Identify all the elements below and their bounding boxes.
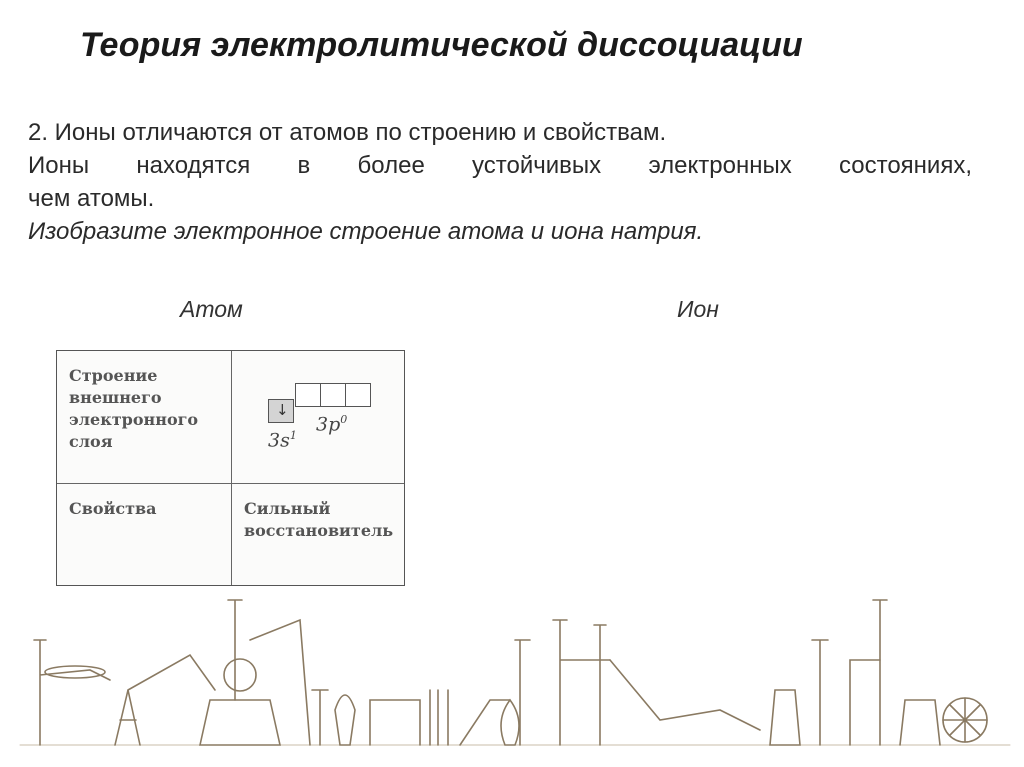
paragraph-line-3: чем атомы. — [28, 185, 155, 212]
structure-label-line-3: электронного — [69, 410, 199, 429]
orbital-label-3p: $3p^0$ — [316, 413, 348, 436]
properties-value — [244, 498, 393, 542]
properties-value-line-2: восстановитель — [244, 521, 394, 540]
properties-value-line-1: Сильный — [244, 499, 331, 518]
properties-label-cell — [57, 484, 232, 585]
paragraph-line-2: Ионы находятся в более устойчивых электронных состояниях, — [28, 152, 972, 179]
atom-table — [56, 350, 405, 586]
slide-title: Теория электролитической диссоциации — [80, 26, 803, 64]
atom-label: Атом — [180, 296, 243, 322]
orbital-box-3p-1 — [295, 383, 321, 407]
properties-value-cell — [232, 484, 404, 585]
orbital-diagram — [268, 383, 408, 463]
structure-label-line-2: внешнего — [69, 388, 162, 407]
structure-label-line-1: Строение — [69, 366, 158, 385]
structure-label-line-4: слоя — [69, 432, 113, 451]
structure-label-cell — [57, 351, 232, 484]
electron-arrow-icon: ↓ — [276, 401, 289, 419]
properties-label: Свойства — [69, 499, 157, 518]
orbital-box-3p-2 — [320, 383, 346, 407]
paragraph-line-1: 2. Ионы отличаются от атомов по строению и свойствам. — [28, 119, 667, 146]
structure-label — [69, 365, 198, 453]
ion-label: Ион — [677, 296, 719, 322]
slide-text — [28, 116, 972, 248]
lab-glassware-illustration — [0, 580, 1024, 767]
orbital-label-3s: $3s^1$ — [268, 429, 297, 452]
orbital-diagram-cell — [232, 351, 404, 484]
orbital-box-3s — [268, 399, 294, 423]
orbital-box-3p-3 — [345, 383, 371, 407]
task-line: Изобразите электронное строение атома и иона натрия. — [28, 218, 704, 245]
